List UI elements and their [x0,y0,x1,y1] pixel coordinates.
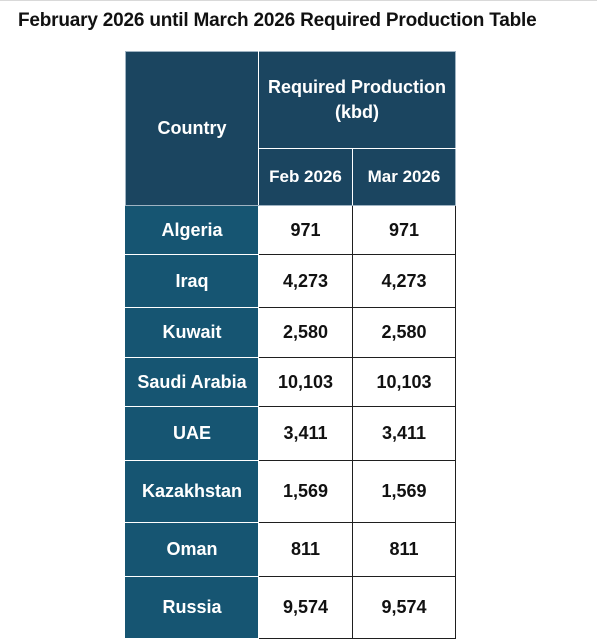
feb-value-cell: 10,103 [259,358,353,407]
country-cell: UAE [126,407,259,461]
table-row [126,461,456,523]
table-row [126,308,456,358]
mar-value-cell: 9,574 [353,577,456,639]
table-header [126,52,456,206]
mar-value-cell: 2,580 [353,308,456,358]
mar-value-cell: 4,273 [353,255,456,308]
feb-value-cell: 971 [259,206,353,255]
country-cell: Iraq [126,255,259,308]
page-title: February 2026 until March 2026 Required Production Table [18,10,537,31]
feb-value-cell: 811 [259,523,353,577]
feb-value-cell: 1,569 [259,461,353,523]
table-row [126,407,456,461]
table-row [126,577,456,639]
mar-value-cell: 971 [353,206,456,255]
production-table [125,51,456,639]
table-body [126,206,456,639]
mar-value-cell: 1,569 [353,461,456,523]
table-row [126,255,456,308]
country-cell: Kazakhstan [126,461,259,523]
country-cell: Algeria [126,206,259,255]
mar-value-cell: 811 [353,523,456,577]
mar-value-cell: 10,103 [353,358,456,407]
mar-value-cell: 3,411 [353,407,456,461]
feb-value-cell: 9,574 [259,577,353,639]
top-divider [0,0,597,1]
country-cell: Saudi Arabia [126,358,259,407]
country-cell: Oman [126,523,259,577]
table-row [126,206,456,255]
table-row [126,523,456,577]
required-production-header: Required Production (kbd) [259,52,456,149]
mar-2026-header: Mar 2026 [353,149,456,206]
country-column-header: Country [126,52,259,206]
country-cell: Russia [126,577,259,639]
feb-2026-header: Feb 2026 [259,149,353,206]
feb-value-cell: 2,580 [259,308,353,358]
country-cell: Kuwait [126,308,259,358]
feb-value-cell: 4,273 [259,255,353,308]
feb-value-cell: 3,411 [259,407,353,461]
table-row [126,358,456,407]
